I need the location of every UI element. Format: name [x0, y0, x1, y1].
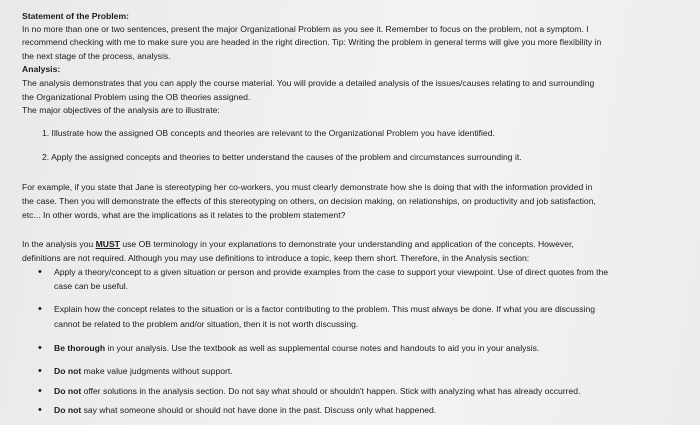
- bullet-3: [54, 342, 539, 355]
- statement-line-1: In no more than one or two sentences, present the major Organizational Problem as you see it. Remember to focus on the problem, not a symptom. I: [22, 24, 589, 34]
- objective-2: 2. Apply the assigned concepts and theories to better understand the causes of the problem and circumstances surrounding it.: [42, 152, 522, 162]
- bullet-dot: •: [38, 385, 42, 397]
- bullet-2-line-2: cannot be related to the problem and/or situation, then it is not worth discussing.: [54, 319, 359, 329]
- bullet-dot: •: [38, 365, 42, 377]
- terminology-line-1: [22, 238, 574, 251]
- bullet-1-line-1: Apply a theory/concept to a given situation or person and provide examples from the case to support your viewpoint. Use of direct quotes from the: [54, 267, 609, 277]
- bullet-4-rest: make value judgments without support.: [81, 366, 233, 376]
- statement-line-3: the next stage of the process, analysis.: [22, 51, 171, 61]
- bullet-3-bold: Be thorough: [54, 343, 106, 353]
- bullet-5-bold: Do not: [54, 386, 82, 396]
- bullet-6-rest: say what someone should or should not have done in the past. Discuss only what happened.: [81, 405, 437, 415]
- bullet-dot: •: [38, 342, 42, 354]
- bullet-4-bold: Do not: [54, 366, 82, 376]
- analysis-heading: Analysis:: [22, 64, 61, 74]
- analysis-line-1: The analysis demonstrates that you can apply the course material. You will provide a detailed analysis of the issues/causes relating to and surrounding: [22, 78, 595, 88]
- terminology-pre: In the analysis you: [22, 239, 96, 249]
- terminology-must: MUST: [95, 239, 120, 249]
- example-line-2: the case. Then you will demonstrate the effects of this stereotyping on others, on decision making, on relationships, on productivity and job satisfaction,: [22, 196, 596, 206]
- example-line-1: For example, if you state that Jane is stereotyping her co-workers, you must clearly demonstrate how she is doing that with the information provided in: [22, 182, 593, 192]
- statement-heading: Statement of the Problem:: [22, 11, 129, 21]
- bullet-dot: •: [38, 404, 42, 416]
- analysis-line-3: The major objectives of the analysis are to illustrate:: [22, 105, 220, 115]
- terminology-line-2: definitions are not required. Although you may use definitions to introduce a topic, keep them short. Therefore, in the Analysis section:: [22, 253, 530, 263]
- bullet-dot: •: [38, 266, 42, 278]
- bullet-5: [54, 385, 580, 398]
- bullet-6-bold: Do not: [54, 405, 82, 415]
- bullet-dot: •: [38, 303, 42, 315]
- bullet-4: [54, 365, 233, 378]
- terminology-post: use OB terminology in your explanations to demonstrate your understanding and application of the concepts. However,: [119, 239, 574, 249]
- bullet-2-line-1: Explain how the concept relates to the situation or is a factor contributing to the problem. This must always be done. If what you are discussing: [54, 304, 596, 314]
- objective-1: 1. Illustrate how the assigned OB concepts and theories are relevant to the Organizational Problem you have identified.: [42, 128, 495, 138]
- example-line-3: etc... In other words, what are the implications as it relates to the problem statement?: [22, 210, 346, 220]
- bullet-5-rest: offer solutions in the analysis section. Do not say what should or shouldn't happen. Stick with analyzing what has already occurred.: [81, 386, 581, 396]
- bullet-1-line-2: case can be useful.: [54, 281, 129, 291]
- bullet-3-rest: in your analysis. Use the textbook as well as supplemental course notes and handouts to aid you in your analysis.: [105, 343, 540, 353]
- statement-line-2: recommend checking with me to make sure you are headed in the right direction. Tip: Writing the problem in general terms will give you more flexibility in: [22, 37, 602, 47]
- bullet-6: [54, 404, 436, 417]
- analysis-line-2: the Organizational Problem using the OB theories assigned.: [22, 92, 251, 102]
